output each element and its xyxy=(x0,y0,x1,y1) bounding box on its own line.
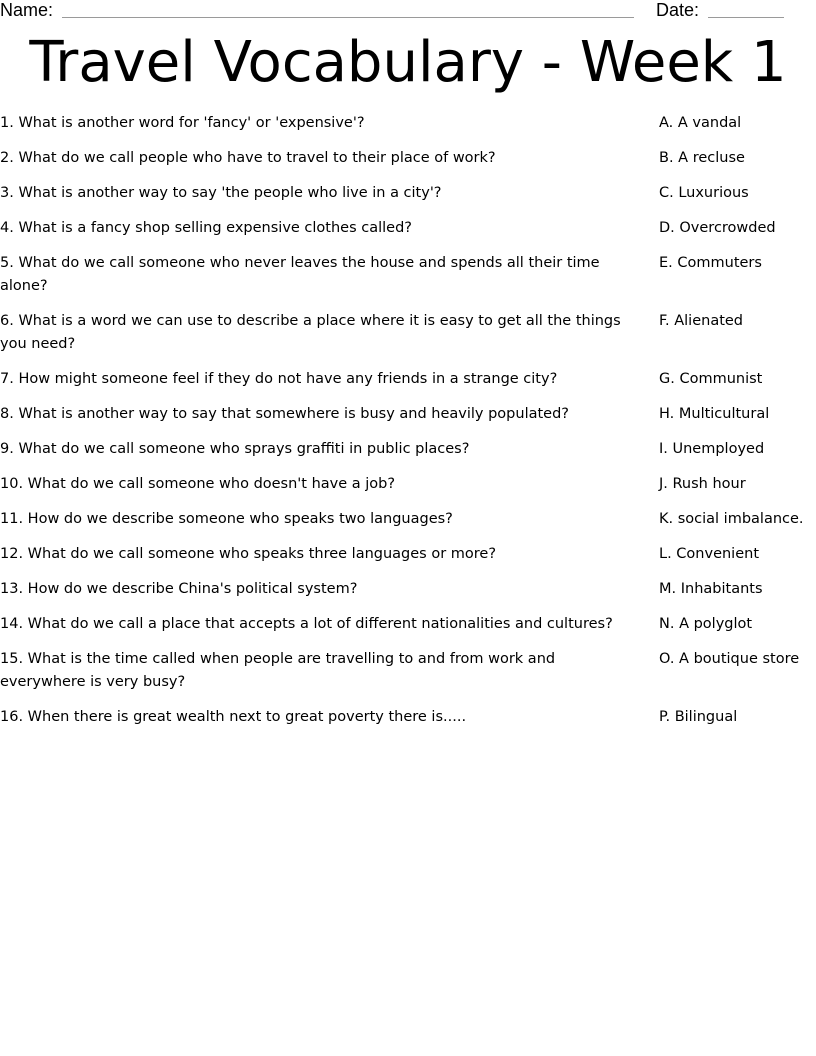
answer-option: J. Rush hour xyxy=(659,476,746,492)
answer-option: M. Inhabitants xyxy=(659,581,763,597)
question-text: 11. How do we describe someone who speaks two languages? xyxy=(0,511,453,527)
question-text: 1. What is another word for 'fancy' or 'expensive'? xyxy=(0,115,365,131)
qa-row xyxy=(0,147,816,170)
date-field-line xyxy=(708,17,784,18)
qa-row xyxy=(0,648,816,694)
answer-option: K. social imbalance. xyxy=(659,511,804,527)
question-text: 10. What do we call someone who doesn't have a job? xyxy=(0,476,396,492)
question-text: 7. How might someone feel if they do not have any friends in a strange city? xyxy=(0,371,558,387)
date-label: Date: xyxy=(656,0,700,20)
question-text: 16. When there is great wealth next to great poverty there is..... xyxy=(0,709,467,725)
question-text: 14. What do we call a place that accepts a lot of different nationalities and cultures? xyxy=(0,616,613,632)
answer-option: G. Communist xyxy=(659,371,763,387)
question-text: 13. How do we describe China's political system? xyxy=(0,581,358,597)
answer-option: H. Multicultural xyxy=(659,406,770,422)
qa-row xyxy=(0,368,816,391)
answer-option: P. Bilingual xyxy=(659,709,738,725)
question-text: 5. What do we call someone who never leaves the house and spends all their time alone? xyxy=(0,255,600,294)
answer-option: N. A polyglot xyxy=(659,616,753,632)
question-text: 8. What is another way to say that somewhere is busy and heavily populated? xyxy=(0,406,569,422)
qa-row xyxy=(0,706,816,729)
name-field-line xyxy=(62,17,634,18)
name-label: Name: xyxy=(0,0,54,20)
answer-option: L. Convenient xyxy=(659,546,759,562)
answer-option: I. Unemployed xyxy=(659,441,765,457)
qa-row xyxy=(0,508,816,531)
question-text: 9. What do we call someone who sprays graffiti in public places? xyxy=(0,441,470,457)
worksheet-header xyxy=(0,0,816,24)
answer-option: F. Alienated xyxy=(659,313,744,329)
qa-row xyxy=(0,310,816,356)
answer-option: B. A recluse xyxy=(659,150,745,166)
qa-row xyxy=(0,578,816,601)
answer-option: E. Commuters xyxy=(659,255,762,271)
question-text: 4. What is a fancy shop selling expensive clothes called? xyxy=(0,220,412,236)
qa-row xyxy=(0,613,816,636)
qa-row xyxy=(0,438,816,461)
question-text: 6. What is a word we can use to describe a place where it is easy to get all the things you need? xyxy=(0,313,621,352)
question-text: 2. What do we call people who have to travel to their place of work? xyxy=(0,150,496,166)
question-text: 3. What is another way to say 'the people who live in a city'? xyxy=(0,185,442,201)
qa-row xyxy=(0,252,816,298)
answer-option: D. Overcrowded xyxy=(659,220,776,236)
qa-row xyxy=(0,182,816,205)
qa-row xyxy=(0,543,816,566)
question-text: 12. What do we call someone who speaks three languages or more? xyxy=(0,546,497,562)
answer-option: C. Luxurious xyxy=(659,185,749,201)
qa-row xyxy=(0,112,816,135)
answer-option: A. A vandal xyxy=(659,115,742,131)
worksheet-title: Travel Vocabulary - Week 1 xyxy=(29,30,787,95)
question-answer-list xyxy=(0,112,816,741)
question-text: 15. What is the time called when people are travelling to and from work and everywhere is very busy? xyxy=(0,651,556,690)
answer-option: O. A boutique store xyxy=(659,651,800,667)
qa-row xyxy=(0,403,816,426)
qa-row xyxy=(0,473,816,496)
qa-row xyxy=(0,217,816,240)
